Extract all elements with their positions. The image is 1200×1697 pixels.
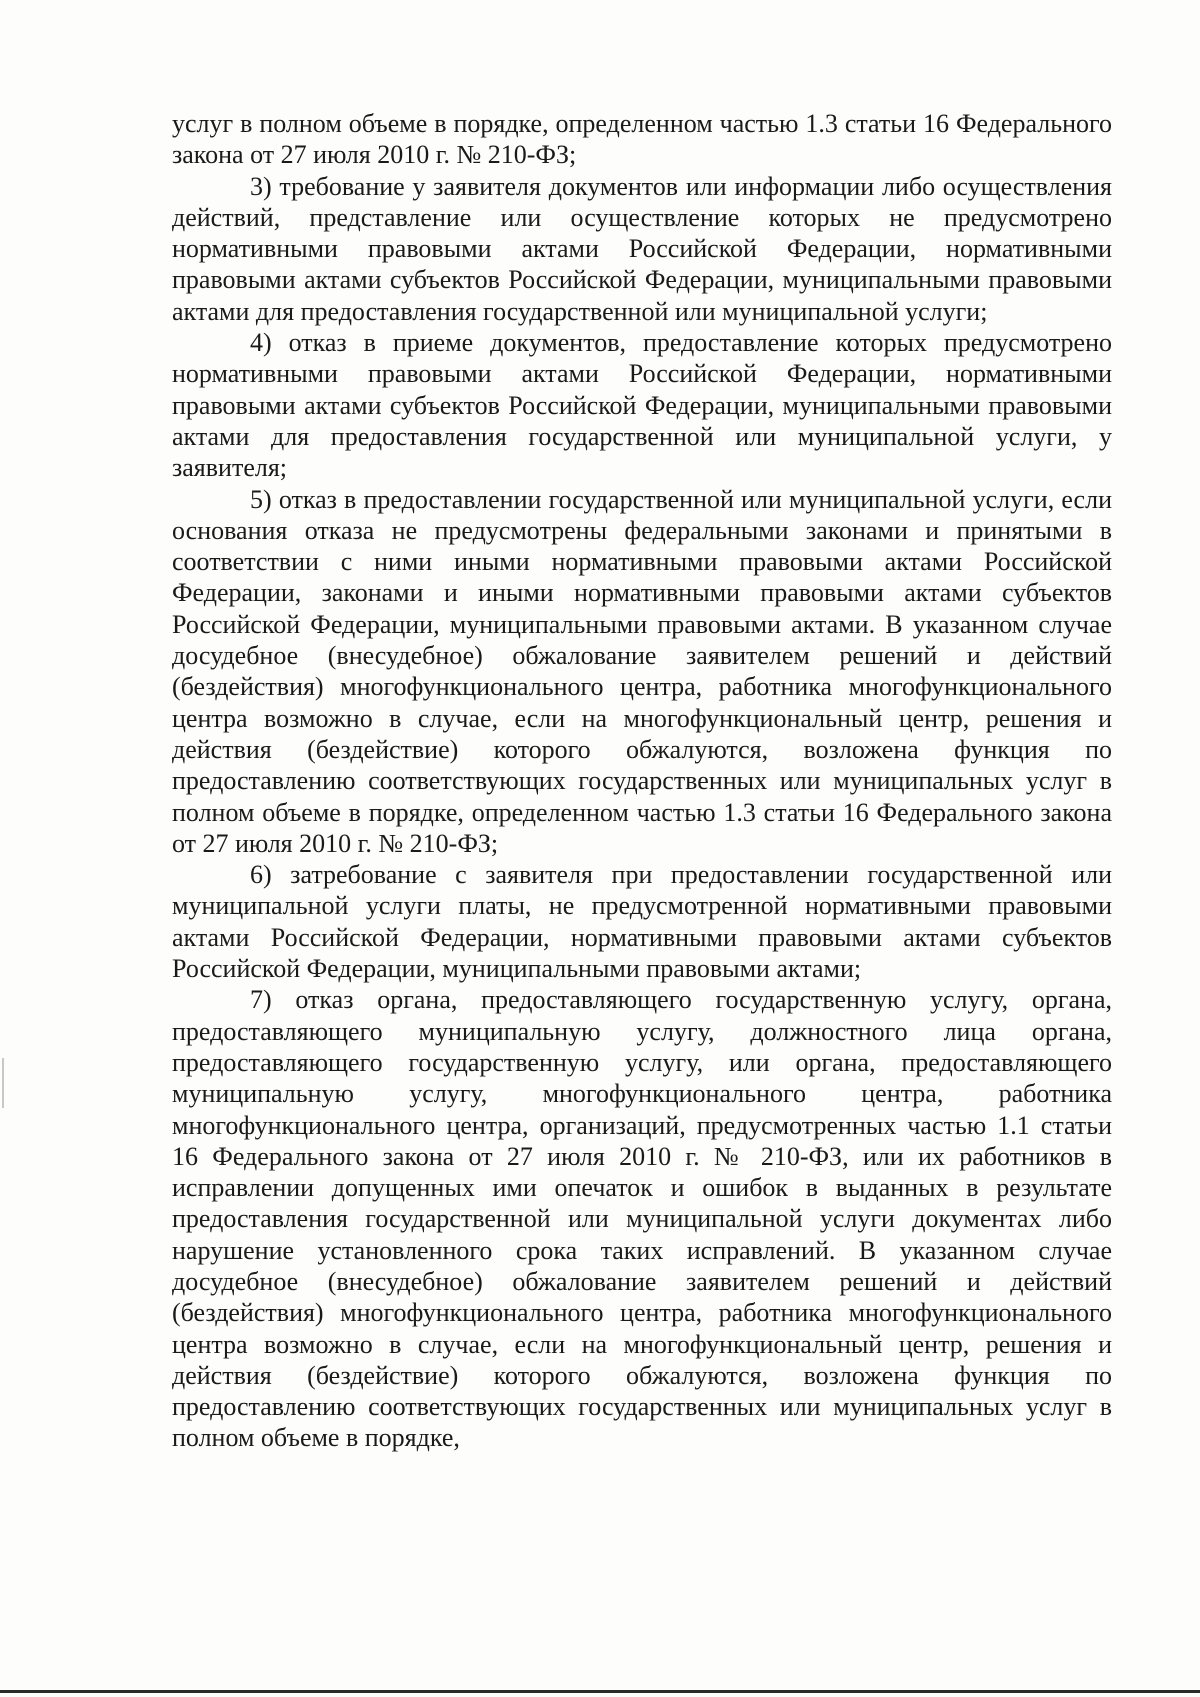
paragraph-item-7: 7) отказ органа, предоставляющего государственную услугу, органа, предоставляющего муниципальную услугу, должностного лица органа, предоставляющего государственную услугу, или органа, предоставляющего муниципальную услугу, многофункционального центра, работника многофункционального центра, организаций, предусмотренных частью 1.1 статьи 16 Федерального закона от 27 июля 2010 г. № 210-ФЗ, или их работников в исправлении допущенных ими опечаток и ошибок в выданных в результате предоставления государственной или муниципальной услуги документах либо нарушение установленного срока таких исправлений. В указанном случае досудебное (внесудебное) обжалование заявителем решений и действий (бездействия) многофункционального центра, работника многофункционального центра возможно в случае, если на многофункциональный центр, решения и действия (бездействие) которого обжалуются, возложена функция по предоставлению соответствующих государственных или муниципальных услуг в полном объеме в порядке, bbox=[172, 985, 1112, 1453]
document-body bbox=[172, 108, 1112, 1454]
paragraph-item-6: 6) затребование с заявителя при предоставлении государственной или муниципальной услуги платы, не предусмотренной нормативными правовыми актами Российской Федерации, нормативными правовыми актами субъектов Российской Федерации, муниципальными правовыми актами; bbox=[172, 860, 1112, 984]
scan-edge-mark bbox=[2, 1058, 4, 1108]
paragraph-continuation: услуг в полном объеме в порядке, определенном частью 1.3 статьи 16 Федерального закона от 27 июля 2010 г. № 210-ФЗ; bbox=[172, 109, 1112, 170]
paragraph-item-5: 5) отказ в предоставлении государственной или муниципальной услуги, если основания отказа не предусмотрены федеральными законами и принятыми в соответствии с ними иными нормативными правовыми актами Российской Федерации, законами и иными нормативными правовыми актами субъектов Российской Федерации, муниципальными правовыми актами. В указанном случае досудебное (внесудебное) обжалование заявителем решений и действий (бездействия) многофункционального центра, работника многофункционального центра возможно в случае, если на многофункциональный центр, решения и действия (бездействие) которого обжалуются, возложена функция по предоставлению соответствующих государственных или муниципальных услуг в полном объеме в порядке, определенном частью 1.3 статьи 16 Федерального закона от 27 июля 2010 г. № 210-ФЗ; bbox=[172, 484, 1112, 858]
scan-bottom-edge bbox=[0, 1690, 1200, 1693]
paragraph-item-4: 4) отказ в приеме документов, предоставление которых предусмотрено нормативными правовыми актами Российской Федерации, нормативными правовыми актами субъектов Российской Федерации, муниципальными правовыми актами для предоставления государственной или муниципальной услуги, у заявителя; bbox=[172, 328, 1112, 483]
paragraph-item-3: 3) требование у заявителя документов или информации либо осуществления действий, представление или осуществление которых не предусмотрено нормативными правовыми актами Российской Федерации, нормативными правовыми актами субъектов Российской Федерации, муниципальными правовыми актами для предоставления государственной или муниципальной услуги; bbox=[172, 171, 1112, 326]
